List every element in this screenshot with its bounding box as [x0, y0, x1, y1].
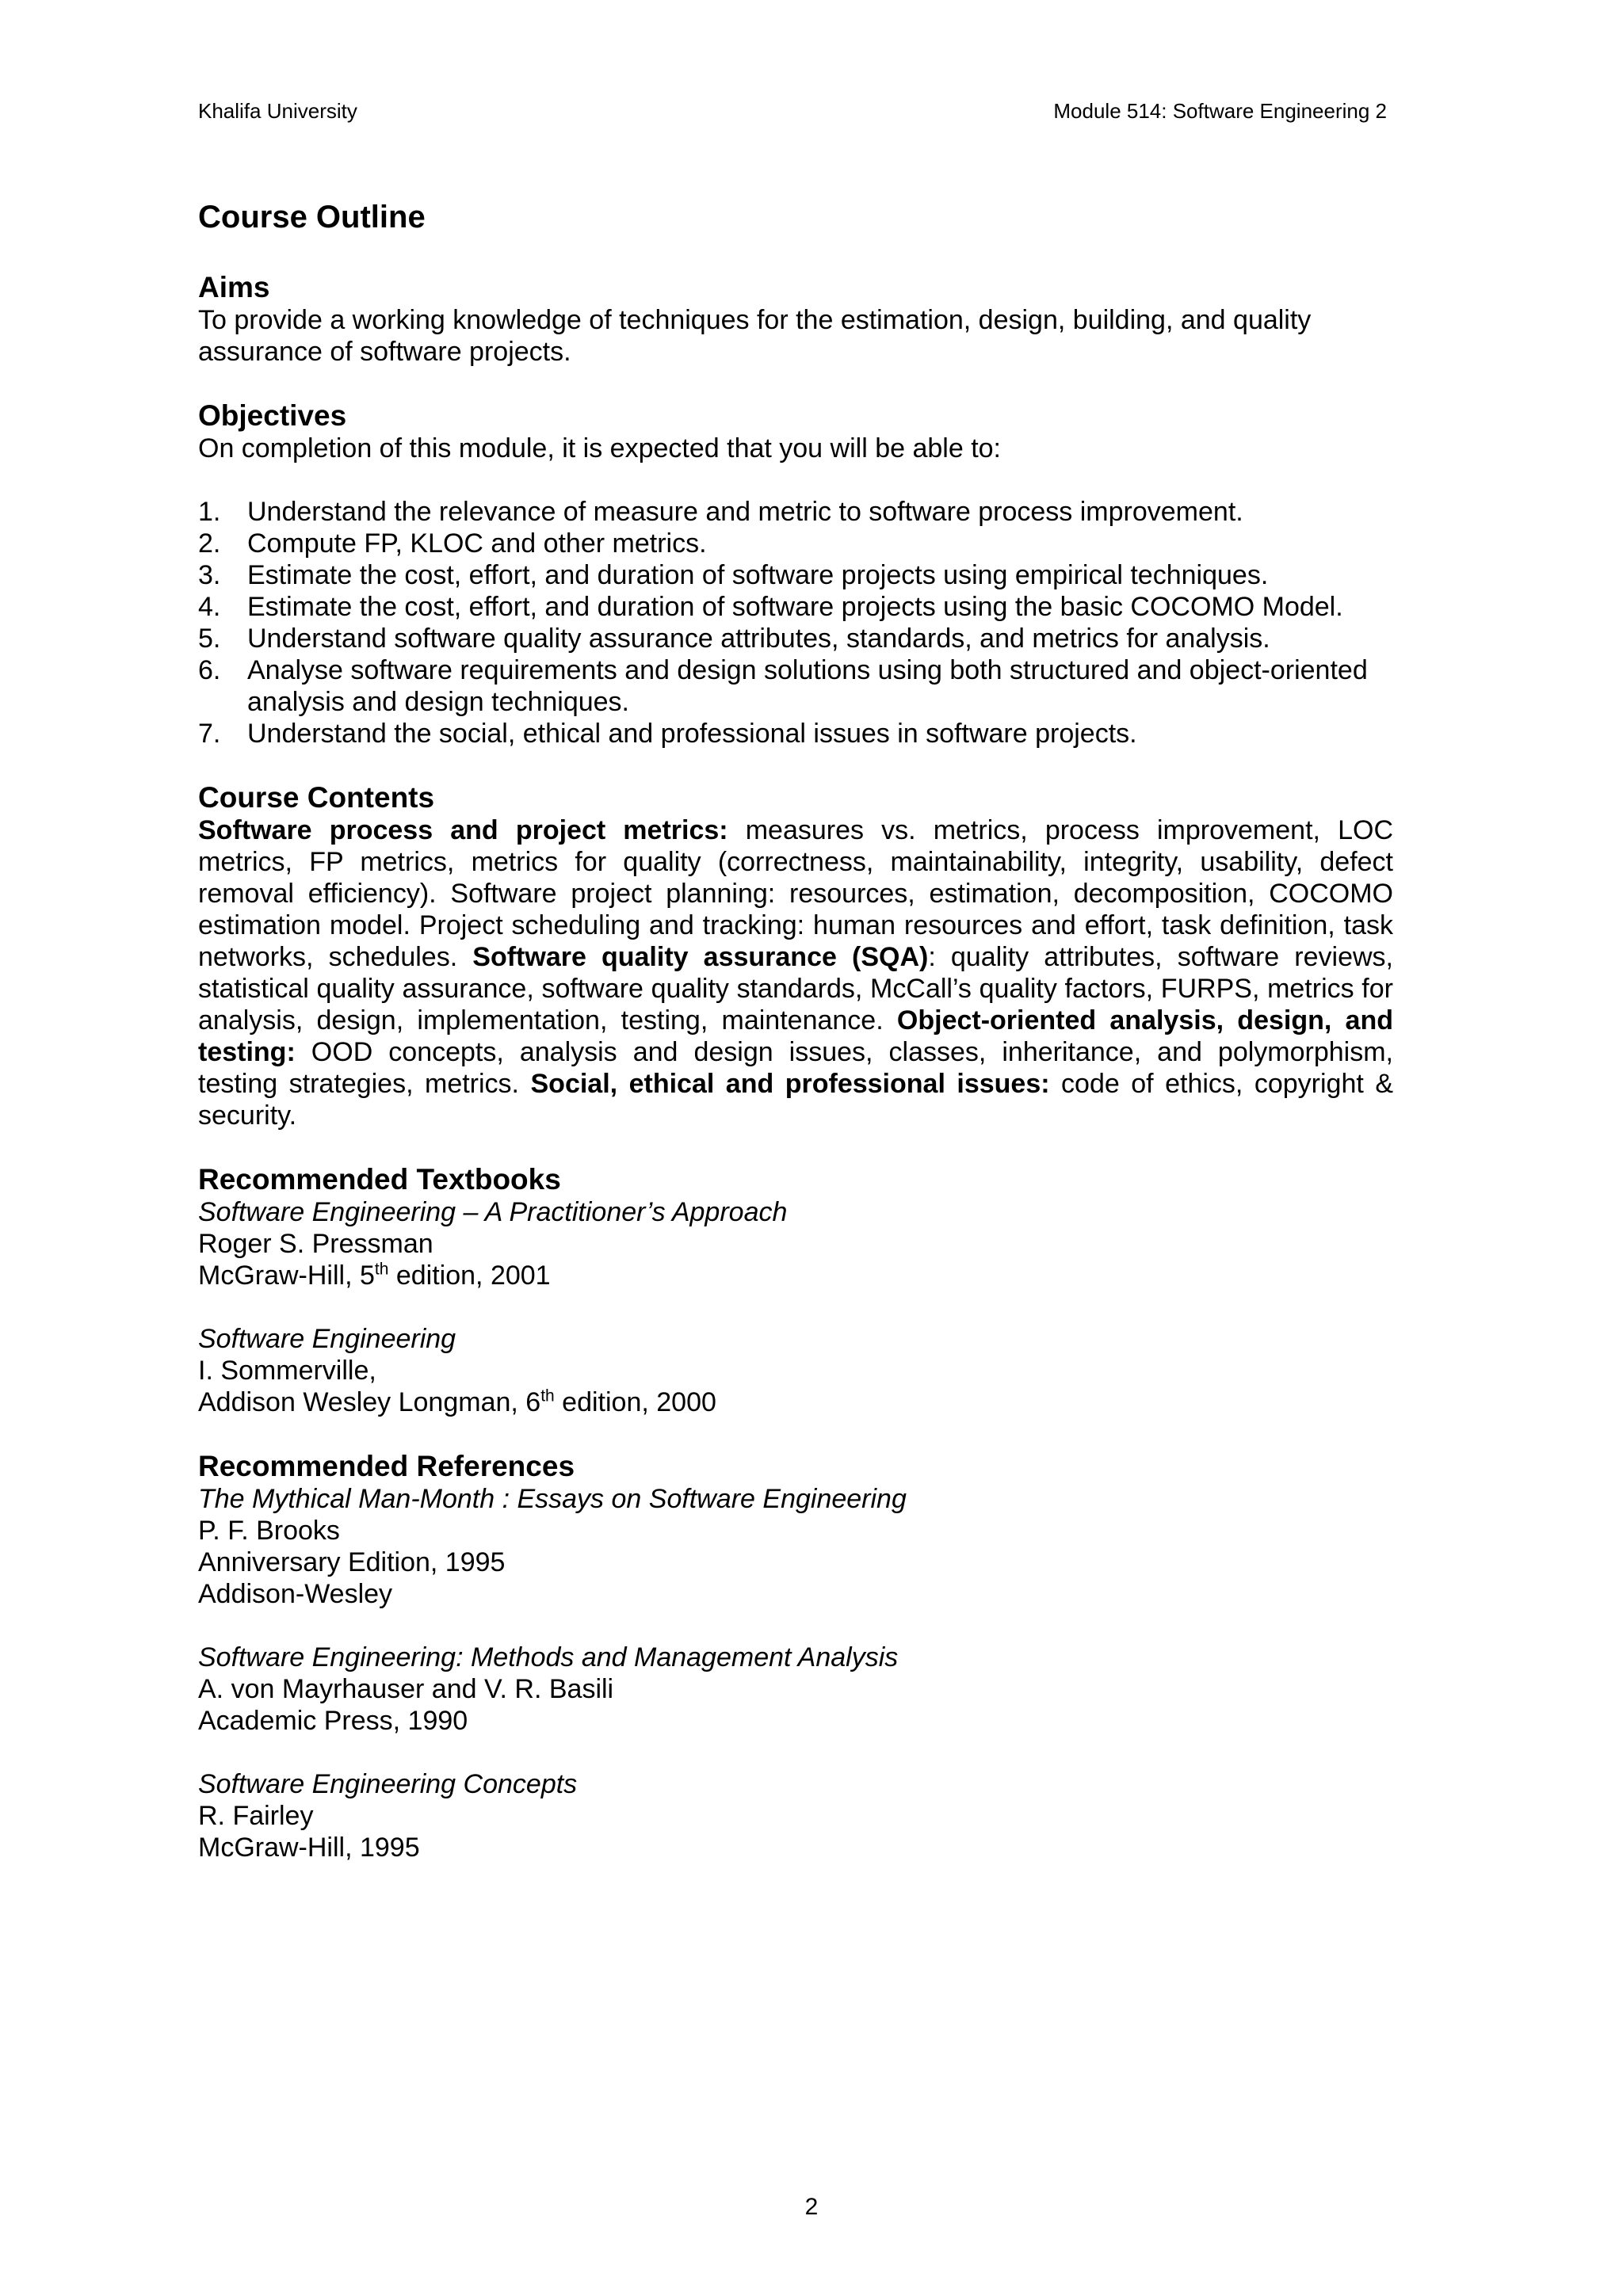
book-publisher	[198, 1386, 1393, 1418]
reference-line: A. von Mayrhauser and V. R. Basili	[198, 1674, 614, 1704]
list-item-text: Estimate the cost, effort, and duration of software projects using the basic COCOMO Model.	[247, 592, 1343, 622]
list-item-number: 5.	[198, 624, 221, 654]
page-number: 2	[804, 2194, 819, 2220]
reference-line: McGraw-Hill, 1995	[198, 1833, 420, 1863]
contents-topic-social: Social, ethical and professional issues:	[530, 1069, 1050, 1099]
references-heading: Recommended References	[198, 1450, 575, 1482]
list-item-number: 4.	[198, 592, 221, 622]
list-item	[198, 559, 1393, 591]
book-publisher-text: McGraw-Hill, 5	[198, 1261, 375, 1291]
header-institution: Khalifa University	[198, 99, 357, 123]
list-item-text: Understand the social, ethical and professional issues in software projects.	[247, 719, 1137, 749]
book-author: Roger S. Pressman	[198, 1229, 433, 1259]
textbooks-section	[198, 1163, 1393, 1418]
textbooks-heading: Recommended Textbooks	[198, 1163, 561, 1196]
list-item	[198, 591, 1393, 623]
list-item	[198, 718, 1393, 749]
page-title: Course Outline	[198, 200, 426, 235]
book-edition-suffix: th	[540, 1386, 555, 1405]
contents-heading: Course Contents	[198, 781, 435, 814]
reference-title: Software Engineering Concepts	[198, 1769, 578, 1799]
list-item-text: Understand software quality assurance attributes, standards, and metrics for analysis.	[247, 624, 1270, 654]
book-title: Software Engineering – A Practitioner’s Approach	[198, 1197, 788, 1227]
reference-entry	[198, 1483, 1393, 1610]
reference-entry	[198, 1642, 1393, 1737]
book-edition-text: edition, 2000	[554, 1387, 716, 1417]
contents-topic-sqa: Software quality assurance (SQA)	[472, 942, 929, 972]
book-edition-text: edition, 2001	[388, 1261, 551, 1291]
objectives-heading: Objectives	[198, 399, 347, 432]
list-item-number: 1.	[198, 497, 221, 527]
textbook-entry	[198, 1323, 1393, 1418]
reference-line: Addison-Wesley	[198, 1579, 393, 1609]
reference-entry	[198, 1768, 1393, 1863]
contents-topic-metrics: Software process and project metrics:	[198, 815, 728, 845]
reference-line: R. Fairley	[198, 1801, 314, 1831]
list-item	[198, 654, 1393, 718]
list-item-text: Analyse software requirements and design solutions using both structured and object-oriented analysis and design techniques.	[247, 655, 1368, 717]
list-item-text: Estimate the cost, effort, and duration of software projects using empirical techniques.	[247, 560, 1269, 590]
aims-section	[198, 271, 1393, 368]
header-module: Module 514: Software Engineering 2	[1053, 99, 1387, 123]
list-item	[198, 496, 1393, 528]
reference-title: Software Engineering: Methods and Management Analysis	[198, 1642, 899, 1672]
reference-line: Academic Press, 1990	[198, 1706, 468, 1736]
book-edition-suffix: th	[374, 1260, 389, 1279]
contents-text-social: code of ethics, copyright & security.	[198, 1069, 1393, 1131]
objectives-list	[198, 496, 1393, 749]
list-item-number: 3.	[198, 560, 221, 590]
objectives-intro: On completion of this module, it is expected that you will be able to:	[198, 433, 1001, 463]
list-item	[198, 528, 1393, 559]
book-author: I. Sommerville,	[198, 1356, 376, 1386]
aims-heading: Aims	[198, 271, 270, 303]
reference-title: The Mythical Man-Month : Essays on Software Engineering	[198, 1484, 907, 1514]
list-item-number: 6.	[198, 655, 221, 685]
document-body	[198, 271, 1393, 1895]
contents-text-metrics: measures vs. metrics, process improvement, LOC metrics, FP metrics, metrics for quality (correctness, maintainability, integrity, usability, defect removal efficiency). Software project planning: resources, estimation, decomposition, COCOMO estimation model. Project scheduling and tracking: human resources and effort, task definition, task networks, schedules.	[198, 815, 1393, 972]
reference-line: P. F. Brooks	[198, 1516, 340, 1546]
list-item-number: 2.	[198, 528, 221, 559]
book-title: Software Engineering	[198, 1324, 456, 1354]
book-publisher	[198, 1260, 1393, 1291]
contents-text-sqa: : quality attributes, software reviews, statistical quality assurance, software quality standards, McCall’s quality factors, FURPS, metrics for analysis, design, implementation, testing, maintenance.	[198, 942, 1393, 1035]
objectives-section	[198, 399, 1393, 749]
list-item-text: Compute FP, KLOC and other metrics.	[247, 528, 707, 559]
reference-line: Anniversary Edition, 1995	[198, 1547, 506, 1577]
aims-text: To provide a working knowledge of techniques for the estimation, design, building, and quality assurance of software projects.	[198, 305, 1312, 367]
contents-section	[198, 781, 1393, 1131]
list-item-text: Understand the relevance of measure and metric to software process improvement.	[247, 497, 1243, 527]
contents-paragraph	[198, 814, 1393, 1131]
references-section	[198, 1450, 1393, 1863]
contents-text-oo: OOD concepts, analysis and design issues, classes, inheritance, and polymorphism, testing strategies, metrics.	[198, 1037, 1393, 1099]
book-publisher-text: Addison Wesley Longman, 6	[198, 1387, 541, 1417]
contents-topic-oo: Object-oriented analysis, design, and testing:	[198, 1005, 1393, 1067]
textbook-entry	[198, 1196, 1393, 1291]
list-item	[198, 623, 1393, 654]
list-item-number: 7.	[198, 719, 221, 749]
